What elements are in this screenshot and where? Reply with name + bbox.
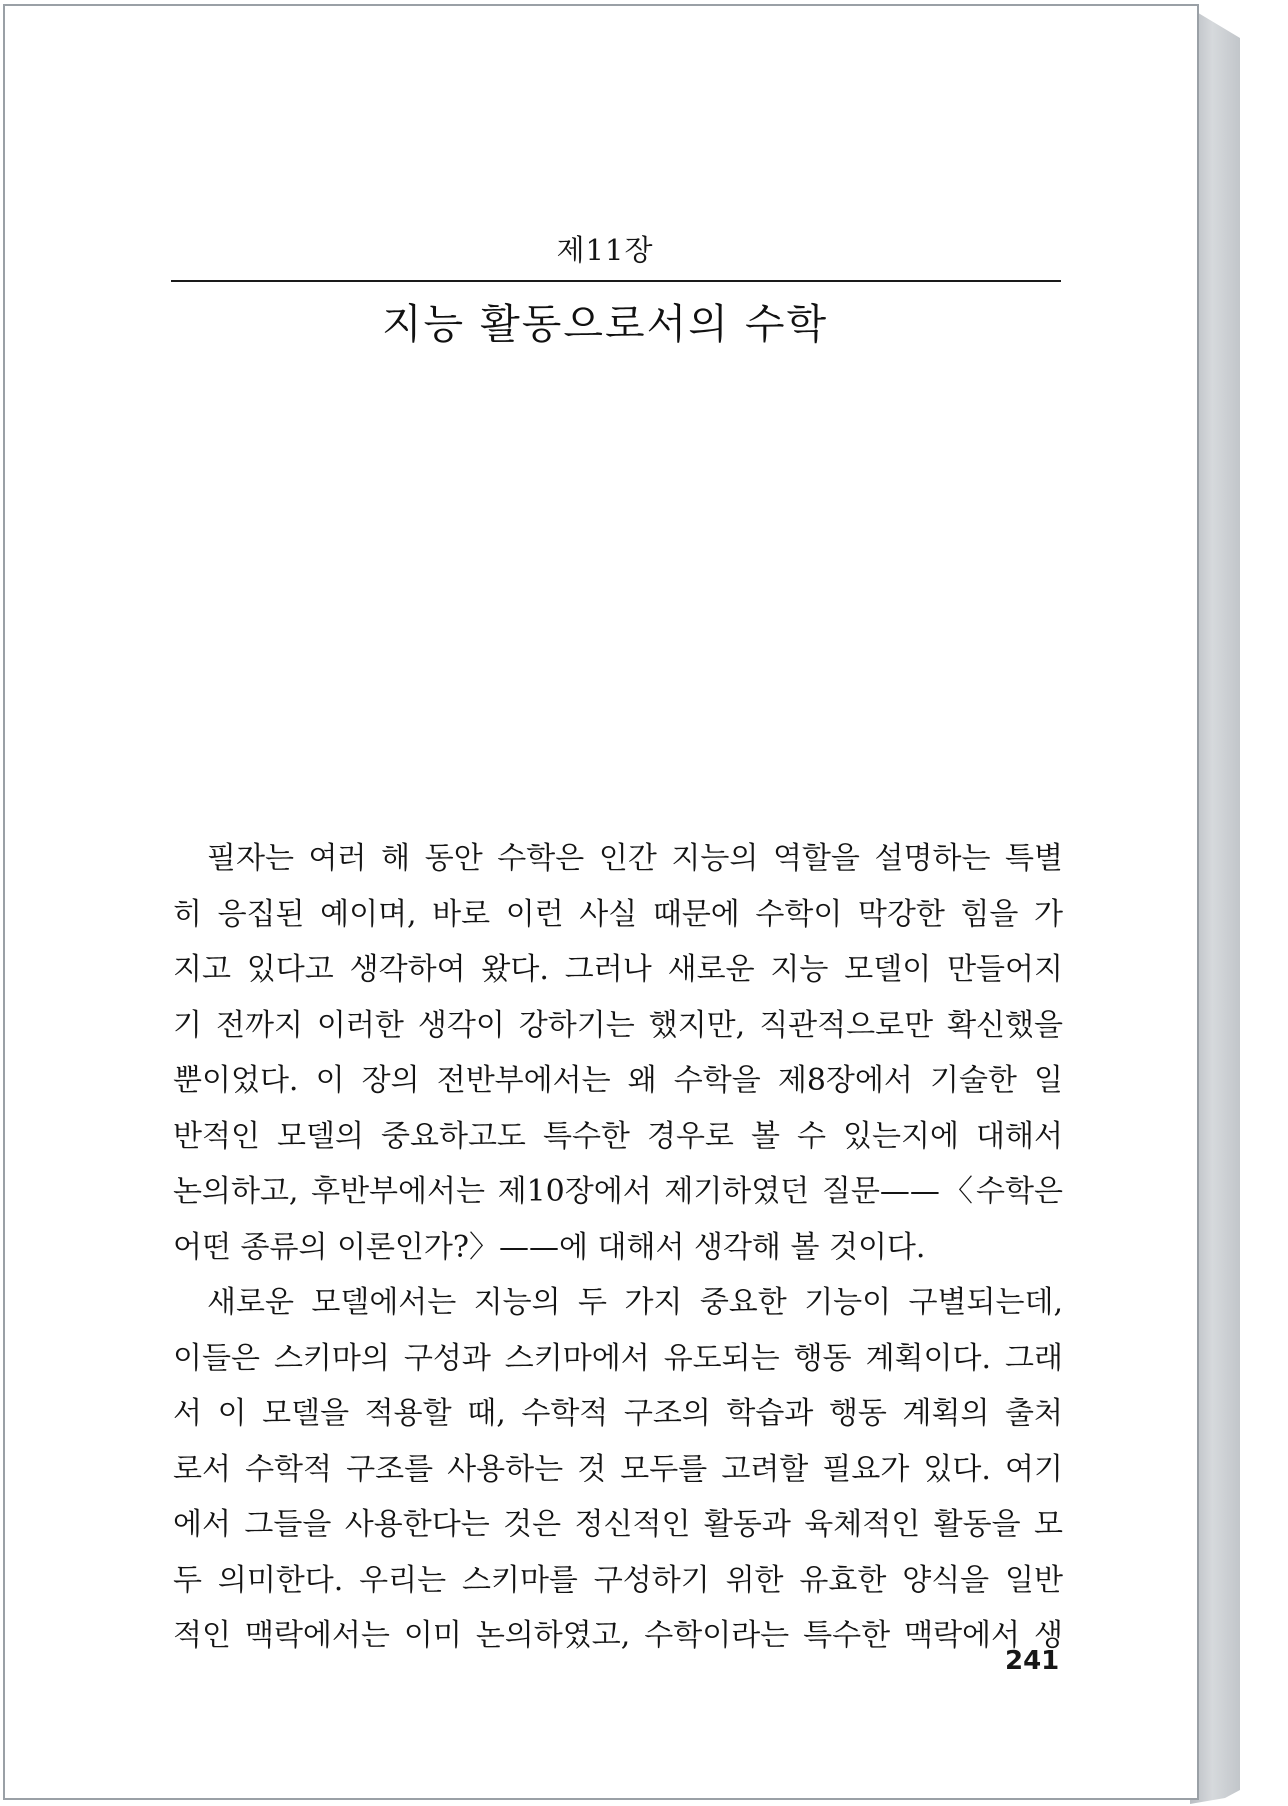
- chapter-title: 지능 활동으로서의 수학: [381, 300, 829, 348]
- chapter-number: 제11장: [556, 233, 654, 267]
- chapter-rule: [171, 280, 1061, 282]
- text-line: 기 전까지 이러한 생각이 강하기는 했지만, 직관적으로만 확신했을: [173, 1007, 1063, 1043]
- text-line: 적인 맥락에서는 이미 논의하였고, 수학이라는 특수한 맥락에서 생: [173, 1618, 1063, 1653]
- text-line: 논의하고, 후반부에서는 제10장에서 제기하였던 질문——〈수학은: [173, 1174, 1063, 1209]
- text-line: 어떤 종류의 이론인가?〉——에 대해서 생각해 볼 것이다.: [173, 1229, 926, 1265]
- text-line: 히 응집된 예이며, 바로 이런 사실 때문에 수학이 막강한 힘을 가: [173, 896, 1063, 932]
- text-line: 지고 있다고 생각하여 왔다. 그러나 새로운 지능 모델이 만들어지: [173, 952, 1063, 987]
- text-line: 새로운 모델에서는 지능의 두 가지 중요한 기능이 구별되는데,: [207, 1285, 1063, 1320]
- text-line: 이들은 스키마의 구성과 스키마에서 유도되는 행동 계획이다. 그래: [173, 1340, 1063, 1376]
- text-line: 두 의미한다. 우리는 스키마를 구성하기 위한 유효한 양식을 일반: [173, 1562, 1063, 1598]
- text-line: 로서 수학적 구조를 사용하는 것 모두를 고려할 필요가 있다. 여기: [173, 1451, 1063, 1487]
- page-number: 241: [1005, 1646, 1060, 1676]
- text-line: 뿐이었다. 이 장의 전반부에서는 왜 수학을 제8장에서 기술한 일: [173, 1063, 1063, 1098]
- text-line: 에서 그들을 사용한다는 것은 정신적인 활동과 육체적인 활동을 모: [173, 1507, 1063, 1542]
- text-line: 필자는 여러 해 동안 수학은 인간 지능의 역할을 설명하는 특별: [207, 841, 1063, 876]
- text-line: 반적인 모델의 중요하고도 특수한 경우로 볼 수 있는지에 대해서: [173, 1118, 1063, 1154]
- body-text: [173, 831, 1063, 1664]
- text-line: 서 이 모델을 적용할 때, 수학적 구조의 학습과 행동 계획의 출처: [173, 1396, 1063, 1431]
- book-page: [3, 4, 1199, 1800]
